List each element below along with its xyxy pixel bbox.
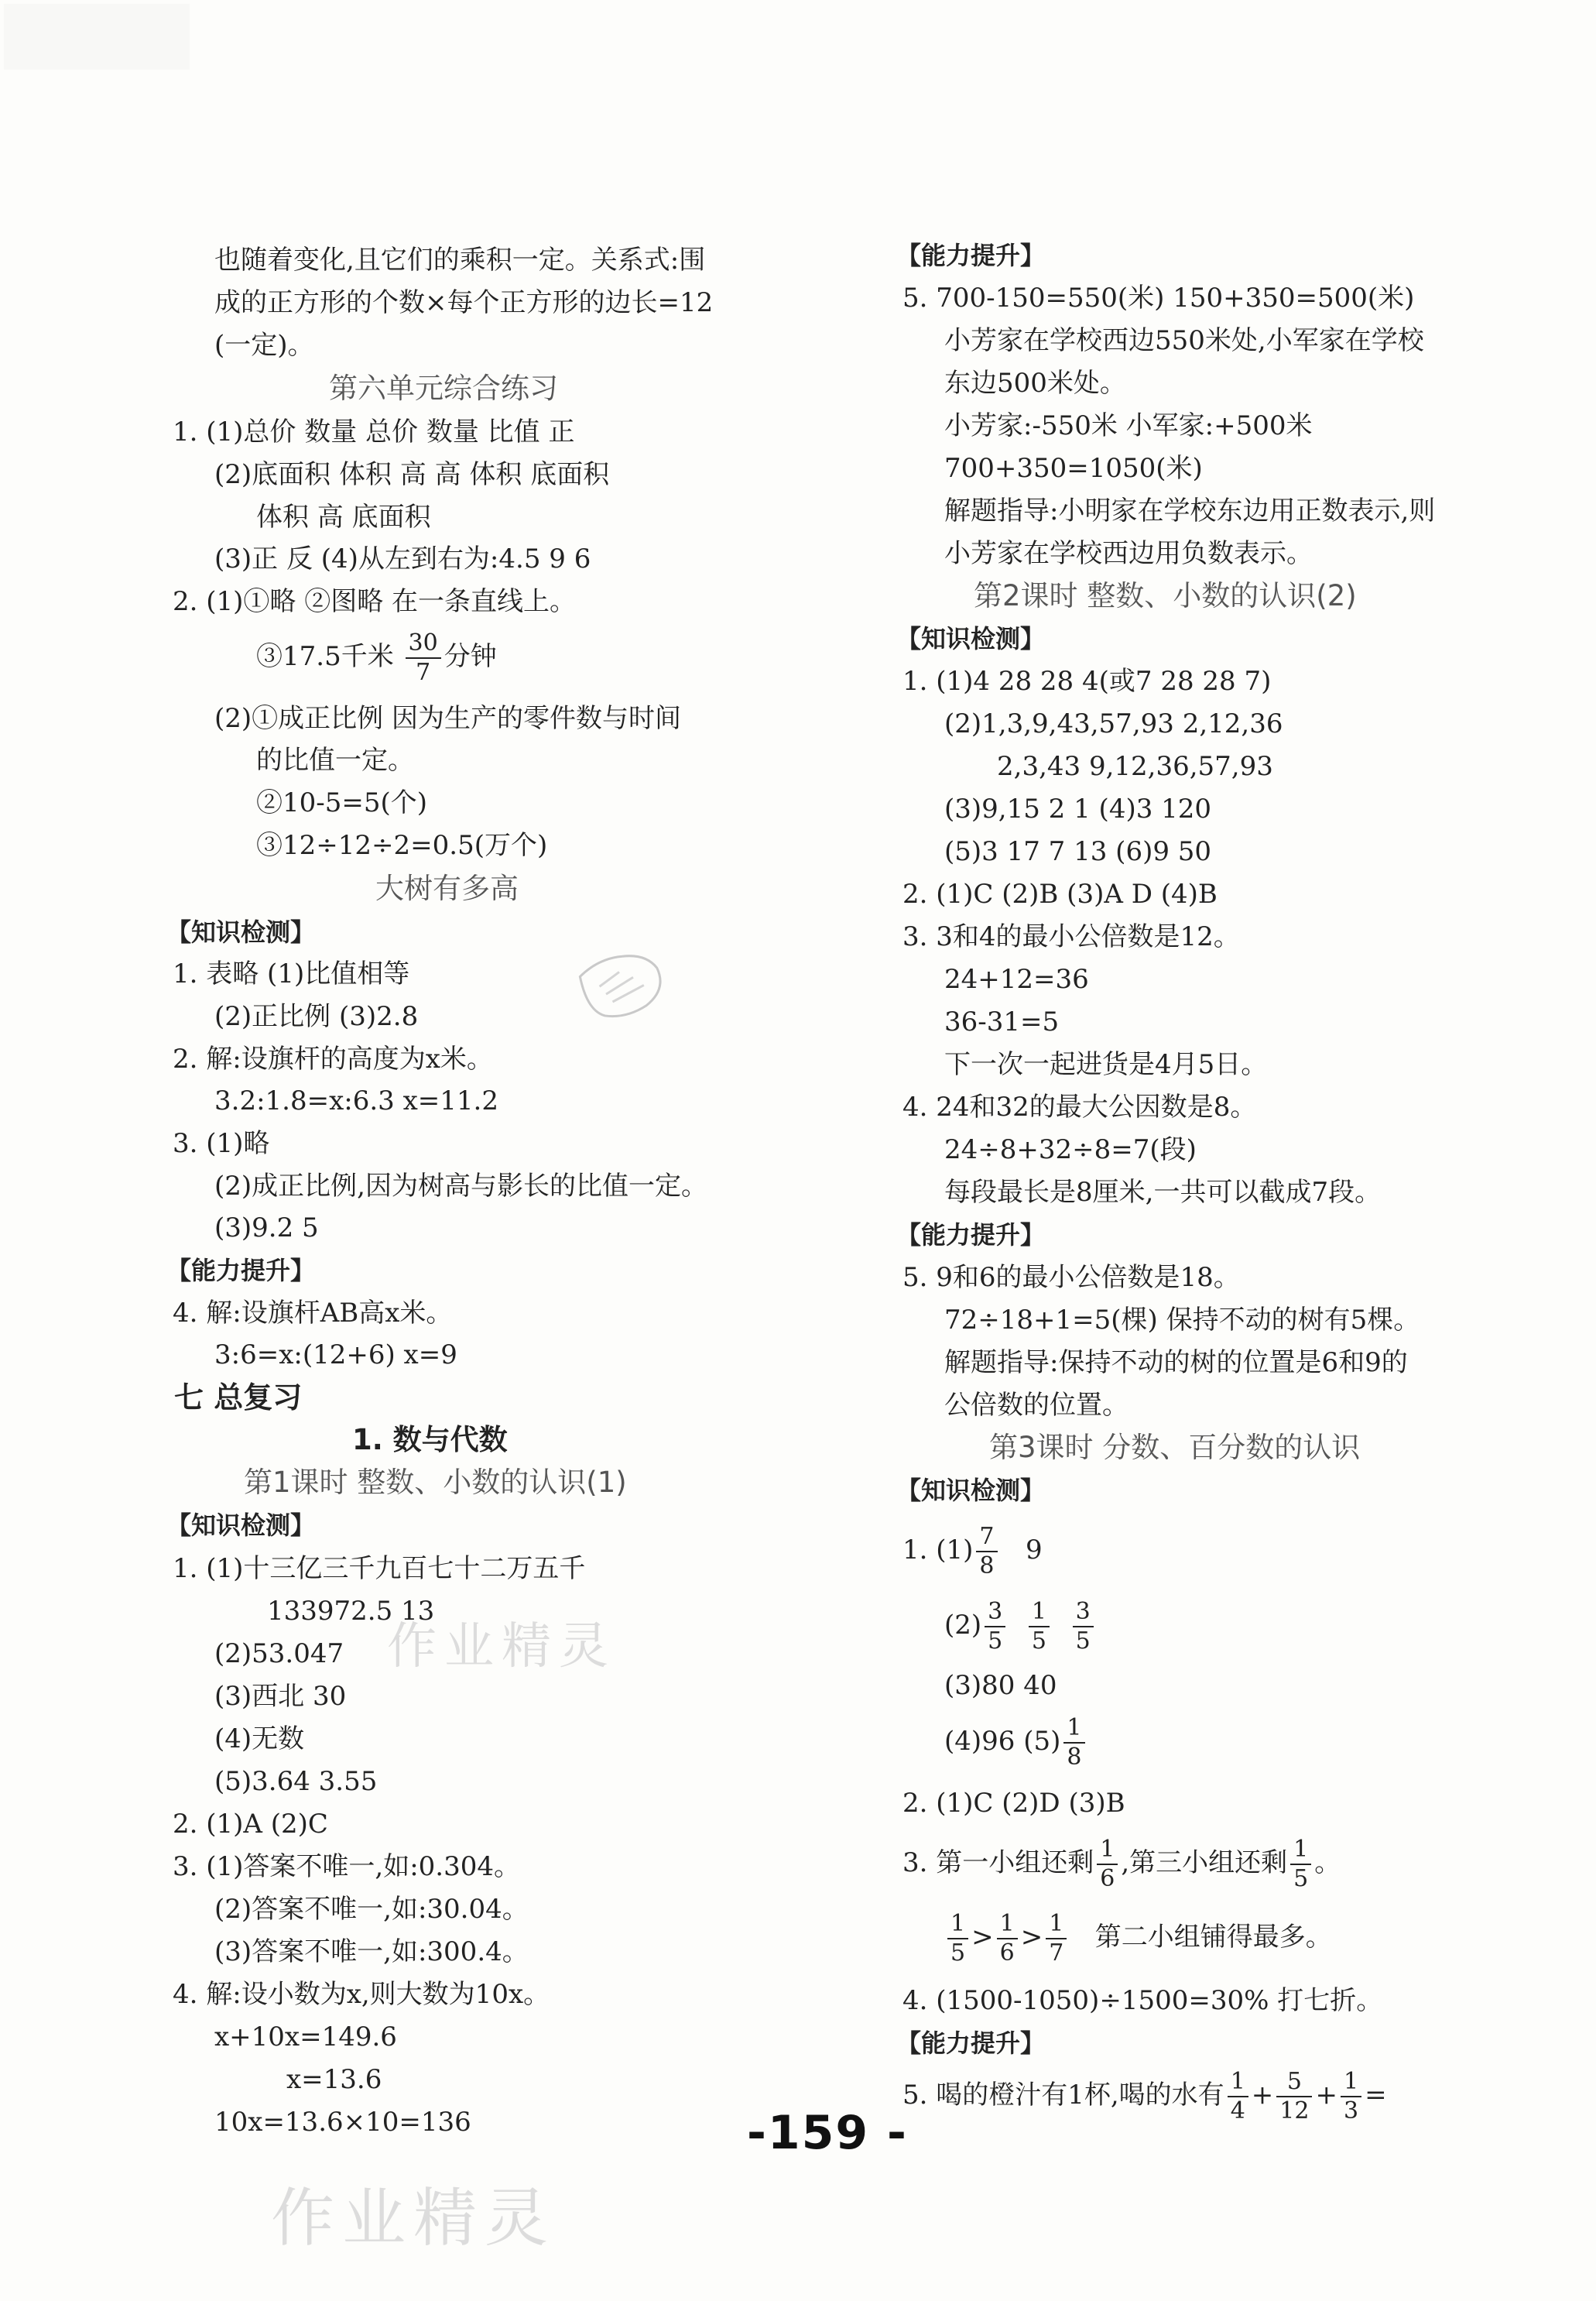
text-line: x+10x=149.6 [214, 2022, 397, 2052]
text-line: 小芳家在学校西边用负数表示。 [944, 538, 1313, 569]
text-segment: 。 [1314, 1847, 1341, 1878]
text-line: 解题指导:保持不动的树的位置是6和9的 [944, 1347, 1408, 1378]
plus-sign: + [1315, 2080, 1337, 2111]
text-segment: ③17.5千米 [256, 641, 394, 672]
text-line: 1. 表略 (1)比值相等 [173, 958, 410, 989]
stamp-icon [568, 936, 677, 1032]
text-line: x=13.6 [286, 2064, 382, 2095]
text-line: 解题指导:小明家在学校东边用正数表示,则 [944, 496, 1436, 526]
text-line: (4)无数 [214, 1723, 305, 1754]
numerator: 1 [1063, 1716, 1084, 1744]
text-line: 4. 24和32的最大公因数是8。 [902, 1092, 1257, 1123]
text-line: 36-31=5 [944, 1006, 1060, 1037]
text-line: 2. (1)①略 ②图略 在一条直线上。 [173, 586, 577, 617]
fraction [985, 1600, 1005, 1653]
numerator: 1 [997, 1912, 1018, 1939]
fraction-line [944, 1903, 1332, 1971]
text-line: 133972.5 13 [267, 1596, 435, 1627]
numerator: 3 [985, 1600, 1005, 1627]
fraction [1063, 1716, 1084, 1769]
text-line: (3)9,15 2 1 (4)3 120 [944, 794, 1212, 825]
fraction [1276, 2070, 1312, 2123]
section-label: 【能力提升】 [166, 1256, 316, 1285]
text-line: 3. (1)略 [173, 1128, 270, 1159]
numerator: 7 [976, 1525, 997, 1552]
denominator: 5 [1293, 1865, 1309, 1892]
text-line: ②10-5=5(个) [256, 787, 428, 818]
denominator: 5 [1031, 1627, 1046, 1655]
fraction [1228, 2070, 1248, 2123]
text-line: 1. (1)4 28 28 4(或7 28 28 7) [902, 666, 1272, 697]
numerator: 1 [1341, 2070, 1361, 2097]
text-segment: 3. 第一小组还剩 [902, 1847, 1094, 1878]
plus-sign: + [1251, 2080, 1274, 2111]
denominator: 5 [950, 1939, 966, 1967]
text-line: (一定)。 [214, 330, 314, 361]
text-line: 3.2:1.8=x:6.3 x=11.2 [214, 1085, 498, 1116]
denominator: 7 [1049, 1939, 1064, 1967]
page-number: -159 - [747, 2106, 908, 2160]
text-line: 5. 700-150=550(米) 150+350=500(米) [902, 283, 1415, 314]
denominator: 6 [999, 1939, 1015, 1967]
text-line: (2)成正比例,因为树高与影长的比值一定。 [214, 1171, 707, 1202]
text-line: (2)①成正比例 因为生产的零件数与时间 [214, 703, 681, 734]
text-line: 3. 3和4的最小公倍数是12。 [902, 921, 1240, 952]
text-line: (3)9.2 5 [214, 1212, 319, 1243]
fraction-line [256, 622, 497, 691]
text-line: 2,3,43 9,12,36,57,93 [997, 751, 1273, 782]
section-heading: 第六单元综合练习 [329, 372, 558, 405]
numerator: 1 [947, 1912, 968, 1939]
text-segment: 第二小组铺得最多。 [1094, 1922, 1332, 1953]
text-line: 2. (1)A (2)C [173, 1809, 328, 1840]
fraction [1097, 1838, 1118, 1891]
text-segment: 5. 喝的橙汁有1杯,喝的水有 [902, 2080, 1224, 2111]
numerator: 1 [1097, 1838, 1118, 1865]
denominator: 8 [1067, 1744, 1082, 1771]
text-line: 4. 解:设旗杆AB高x米。 [173, 1298, 453, 1329]
watermark-text: 作业精灵 [271, 2182, 557, 2255]
text-line: ③12÷12÷2=0.5(万个) [256, 830, 548, 861]
text-line: (5)3.64 3.55 [214, 1766, 378, 1797]
section-heading: 大树有多高 [375, 872, 519, 905]
numerator: 1 [1029, 1600, 1050, 1627]
text-line: 公倍数的位置。 [944, 1390, 1129, 1421]
text-line: 3:6=x:(12+6) x=9 [214, 1339, 457, 1370]
numerator: 5 [1276, 2070, 1312, 2097]
denominator: 7 [416, 659, 431, 686]
text-segment: (2) [944, 1610, 982, 1641]
text-line: 2. 解:设旗杆的高度为x米。 [173, 1044, 493, 1075]
denominator: 12 [1279, 2097, 1310, 2124]
text-line: 体积 高 底面积 [256, 502, 431, 533]
text-line: 3. (1)答案不唯一,如:0.304。 [173, 1851, 521, 1882]
fraction [1341, 2070, 1361, 2123]
text-line: 10x=13.6×10=136 [214, 2107, 471, 2138]
text-line: (3)答案不唯一,如:300.4。 [214, 1936, 529, 1967]
fraction [947, 1912, 968, 1965]
text-line: 24+12=36 [944, 964, 1089, 995]
denominator: 3 [1343, 2097, 1359, 2124]
text-line: 1. (1)总价 数量 总价 数量 比值 正 [173, 417, 575, 448]
text-line: 4. 解:设小数为x,则大数为10x。 [173, 1979, 550, 2010]
watermark-text: 作业精灵 [387, 1618, 616, 1675]
fraction [976, 1525, 997, 1578]
text-segment: (4)96 (5) [944, 1726, 1061, 1757]
fraction [1046, 1912, 1067, 1965]
text-line: 下一次一起进货是4月5日。 [944, 1049, 1268, 1080]
comparison-sign: > [1020, 1922, 1043, 1953]
fraction-line [944, 1707, 1088, 1775]
fraction [1290, 1838, 1311, 1891]
fraction-line [902, 2061, 1387, 2129]
section-label: 【知识检测】 [166, 1511, 316, 1540]
denominator: 5 [1075, 1627, 1091, 1655]
fraction [997, 1912, 1018, 1965]
section-heading: 第3课时 分数、百分数的认识 [989, 1431, 1361, 1464]
text-segment: ,第三小组还剩 [1121, 1847, 1288, 1878]
numerator: 1 [1290, 1838, 1311, 1865]
text-line: 4. (1500-1050)÷1500=30% 打七折。 [902, 1985, 1383, 2016]
section-heading: 第1课时 整数、小数的认识(1) [244, 1466, 627, 1499]
section-label: 【能力提升】 [896, 1220, 1046, 1250]
text-line: (3)正 反 (4)从左到右为:4.5 9 6 [214, 544, 591, 574]
text-line: (2)53.047 [214, 1638, 344, 1669]
text-line: 2. (1)C (2)B (3)A D (4)B [902, 879, 1218, 910]
numerator: 1 [1046, 1912, 1067, 1939]
text-line: 700+350=1050(米) [944, 453, 1203, 484]
subsection-heading: 1. 数与代数 [352, 1423, 508, 1456]
section-label: 【知识检测】 [896, 624, 1046, 653]
text-line: 每段最长是8厘米,一共可以截成7段。 [944, 1177, 1382, 1208]
text-line: 24÷8+32÷8=7(段) [944, 1134, 1197, 1165]
text-segment: 分钟 [444, 641, 497, 672]
text-line: (3)西北 30 [214, 1681, 347, 1712]
numerator: 3 [1073, 1600, 1094, 1627]
section-label: 【能力提升】 [896, 241, 1046, 270]
fraction [406, 629, 441, 686]
text-line: 2. (1)C (2)D (3)B [902, 1788, 1125, 1819]
text-segment: 9 [1025, 1535, 1043, 1565]
text-line: (3)80 40 [944, 1670, 1057, 1701]
fraction-line [902, 1829, 1341, 1897]
text-line: (2)答案不唯一,如:30.04。 [214, 1894, 529, 1925]
section-heading: 第2课时 整数、小数的认识(2) [974, 579, 1357, 612]
chapter-heading: 七 总复习 [174, 1380, 303, 1415]
fraction [1029, 1600, 1050, 1653]
section-label: 【知识检测】 [896, 1476, 1046, 1505]
fraction-line [902, 1516, 1043, 1584]
denominator: 6 [1100, 1865, 1115, 1892]
fraction-line [944, 1591, 1097, 1659]
text-line: (2)底面积 体积 高 高 体积 底面积 [214, 459, 610, 490]
corner-logo-mark [0, 0, 194, 77]
denominator: 5 [988, 1627, 1003, 1655]
text-line: 5. 9和6的最小公倍数是18。 [902, 1262, 1240, 1293]
text-segment: = [1365, 2080, 1387, 2111]
text-line: 成的正方形的个数×每个正方形的边长=12 [214, 287, 714, 318]
section-label: 【知识检测】 [166, 917, 316, 947]
numerator: 1 [1228, 2070, 1248, 2097]
text-line: (2)1,3,9,43,57,93 2,12,36 [944, 708, 1283, 739]
fraction [1073, 1600, 1094, 1653]
text-line: 72÷18+1=5(棵) 保持不动的树有5棵。 [944, 1305, 1420, 1336]
text-line: 也随着变化,且它们的乘积一定。关系式:围 [214, 245, 706, 276]
denominator: 4 [1230, 2097, 1245, 2124]
text-line: (2)正比例 (3)2.8 [214, 1001, 419, 1032]
text-line: 1. (1)十三亿三千九百七十二万五千 [173, 1553, 586, 1584]
section-label: 【能力提升】 [896, 2028, 1046, 2058]
text-line: 小芳家在学校西边550米处,小军家在学校 [944, 325, 1424, 356]
text-line: 东边500米处。 [944, 368, 1126, 399]
text-line: 小芳家:-550米 小军家:+500米 [944, 410, 1313, 441]
text-line: 的比值一定。 [256, 745, 414, 776]
text-line: (5)3 17 7 13 (6)9 50 [944, 836, 1212, 867]
denominator: 8 [979, 1552, 995, 1579]
numerator: 30 [406, 632, 441, 659]
text-segment: 1. (1) [902, 1535, 974, 1565]
comparison-sign: > [971, 1922, 994, 1953]
